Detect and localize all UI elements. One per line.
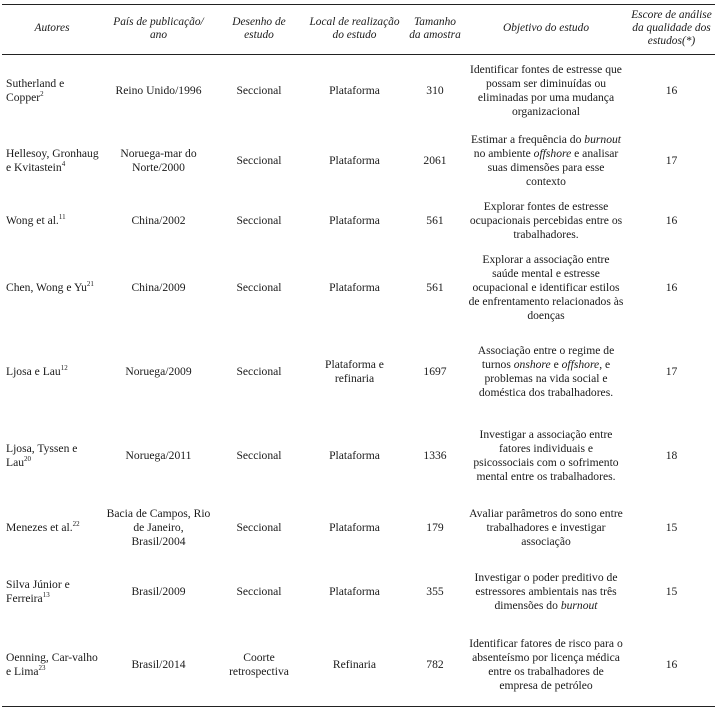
header-pais: País de publicação/ ano [102, 5, 215, 55]
table-row [2, 625, 715, 707]
studies-table [2, 4, 715, 707]
quality-score: 17 [665, 364, 678, 378]
header-tamanho: Tamanho da amostra [406, 5, 464, 55]
cell-pais-ano [102, 195, 215, 247]
cell-pais-ano [102, 559, 215, 625]
table-row [2, 55, 715, 127]
cell-objetivo [464, 559, 628, 625]
italic-term: burnout [560, 598, 598, 612]
cell-autores [2, 329, 102, 415]
objective-text: e analisar suas dimensões para esse contexto [487, 146, 619, 188]
quality-score: 18 [665, 448, 678, 462]
country-year: China/2009 [131, 280, 186, 294]
reference-number: 21 [86, 279, 94, 288]
cell-objetivo [464, 127, 628, 195]
cell-desenho [215, 247, 303, 329]
cell-escore [628, 247, 715, 329]
header-local: Local de realização do estudo [303, 5, 406, 55]
italic-term: onshore [513, 357, 551, 371]
study-location: Plataforma [329, 83, 380, 97]
cell-tamanho [406, 559, 464, 625]
cell-autores [2, 625, 102, 707]
cell-tamanho [406, 625, 464, 707]
quality-score: 15 [665, 520, 678, 534]
cell-pais-ano [102, 127, 215, 195]
cell-local [303, 497, 406, 559]
cell-local [303, 329, 406, 415]
quality-score: 16 [665, 658, 678, 672]
cell-objetivo [464, 247, 628, 329]
reference-number: 20 [24, 454, 32, 463]
country-year: Bacia de Campos, Rio de Janeiro, Brasil/2004 [106, 506, 211, 548]
objective-text: , e problemas na vida social e doméstica dos trabalhadores. [478, 357, 614, 399]
objective-text: Explorar fontes de estresse ocupacionais percebidas entre os trabalhadores. [469, 199, 623, 241]
cell-autores [2, 415, 102, 497]
header-objetivo: Objetivo do estudo [464, 5, 628, 55]
cell-objetivo [464, 329, 628, 415]
cell-objetivo [464, 195, 628, 247]
table-row [2, 247, 715, 329]
cell-escore [628, 127, 715, 195]
objective-text: Investigar o poder preditivo de estressores ambientais nas três dimensões do [474, 570, 618, 612]
author-name: Silva Júnior e Ferreira [6, 577, 70, 605]
cell-tamanho [406, 497, 464, 559]
cell-pais-ano [102, 415, 215, 497]
cell-pais-ano [102, 55, 215, 127]
cell-pais-ano [102, 247, 215, 329]
study-design: Seccional [236, 83, 282, 97]
cell-objetivo [464, 55, 628, 127]
cell-desenho [215, 625, 303, 707]
study-location: Plataforma [329, 520, 380, 534]
objective-text: e [550, 357, 562, 371]
cell-tamanho [406, 55, 464, 127]
objective-text: Identificar fontes de estresse que possam ser diminuídas ou eliminadas por uma mudança organizacional [470, 62, 622, 118]
table-row [2, 329, 715, 415]
cell-objetivo [464, 625, 628, 707]
country-year: Reino Unido/1996 [115, 83, 202, 97]
cell-objetivo [464, 415, 628, 497]
author-name: Hellesoy, Gronhaug e Kvitastein [6, 146, 99, 174]
cell-escore [628, 625, 715, 707]
cell-autores [2, 247, 102, 329]
cell-objetivo [464, 497, 628, 559]
author-name: Oenning, Car-valho e Lima [6, 651, 98, 679]
cell-tamanho [406, 127, 464, 195]
reference-number: 23 [38, 664, 46, 673]
objective-text: Explorar a associação entre saúde mental e estresse ocupacional e identificar estilos de enfrentamento relacionados às doenças [468, 252, 624, 322]
author-name: Ljosa e Lau [6, 364, 61, 378]
sample-size: 355 [426, 584, 444, 598]
cell-escore [628, 329, 715, 415]
cell-autores [2, 55, 102, 127]
country-year: China/2002 [131, 213, 186, 227]
sample-size: 1697 [423, 364, 447, 378]
reference-number: 22 [72, 519, 80, 528]
cell-pais-ano [102, 625, 215, 707]
italic-term: offshore [561, 357, 600, 371]
country-year: Noruega/2009 [125, 364, 192, 378]
quality-score: 15 [665, 584, 678, 598]
cell-local [303, 55, 406, 127]
study-design: Seccional [236, 280, 282, 294]
quality-score: 16 [665, 213, 678, 227]
table-row [2, 497, 715, 559]
table-row [2, 127, 715, 195]
cell-desenho [215, 195, 303, 247]
study-design: Seccional [236, 584, 282, 598]
header-escore: Escore de análise da qualidade dos estudos(*) [628, 5, 715, 55]
study-location: Plataforma [329, 448, 380, 462]
country-year: Brasil/2014 [131, 658, 186, 672]
table-row [2, 415, 715, 497]
quality-score: 17 [665, 153, 678, 167]
study-location: Plataforma [329, 213, 380, 227]
objective-text: Avaliar parâmetros do sono entre trabalhadores e investigar associação [469, 506, 623, 548]
reference-number: 12 [60, 363, 68, 372]
reference-number: 2 [40, 89, 44, 98]
study-design: Coorte retrospectiva [229, 651, 289, 679]
header-autores: Autores [2, 5, 102, 55]
cell-escore [628, 415, 715, 497]
cell-local [303, 559, 406, 625]
study-location: Refinaria [332, 658, 377, 672]
cell-escore [628, 195, 715, 247]
table-row [2, 559, 715, 625]
study-design: Seccional [236, 364, 282, 378]
cell-local [303, 247, 406, 329]
author-name: Ljosa, Tyssen e Lau [6, 441, 78, 469]
author-name: Wong et al. [6, 213, 59, 227]
header-desenho: Desenho de estudo [215, 5, 303, 55]
cell-desenho [215, 329, 303, 415]
cell-escore [628, 497, 715, 559]
italic-term: burnout [584, 132, 622, 146]
cell-desenho [215, 559, 303, 625]
cell-autores [2, 559, 102, 625]
cell-tamanho [406, 195, 464, 247]
cell-local [303, 625, 406, 707]
cell-escore [628, 55, 715, 127]
country-year: Noruega-mar do Norte/2000 [120, 146, 197, 174]
cell-desenho [215, 55, 303, 127]
cell-tamanho [406, 329, 464, 415]
study-design: Seccional [236, 213, 282, 227]
cell-tamanho [406, 247, 464, 329]
author-name: Sutherland e Copper [6, 76, 65, 104]
reference-number: 4 [61, 159, 66, 168]
study-location: Plataforma [329, 584, 380, 598]
quality-score: 16 [665, 280, 678, 294]
author-name: Chen, Wong e Yu [6, 280, 87, 294]
objective-text: no ambiente [473, 146, 534, 160]
table-row [2, 195, 715, 247]
country-year: Brasil/2009 [131, 584, 186, 598]
study-location: Plataforma e refinaria [325, 357, 384, 385]
cell-desenho [215, 497, 303, 559]
cell-local [303, 195, 406, 247]
study-design: Seccional [236, 153, 282, 167]
objective-text: Estimar a frequência do [470, 132, 585, 146]
study-location: Plataforma [329, 280, 380, 294]
cell-autores [2, 195, 102, 247]
cell-desenho [215, 127, 303, 195]
header-row [2, 5, 715, 55]
objective-text: Investigar a associação entre fatores individuais e psicossociais com o sofrimento mental entre os trabalhadores. [473, 427, 619, 483]
sample-size: 310 [426, 83, 444, 97]
sample-size: 2061 [423, 153, 447, 167]
sample-size: 179 [426, 520, 444, 534]
cell-local [303, 127, 406, 195]
sample-size: 561 [426, 213, 444, 227]
study-location: Plataforma [329, 153, 380, 167]
quality-score: 16 [665, 83, 678, 97]
sample-size: 561 [426, 280, 444, 294]
objective-text: Associação entre o regime de turnos [477, 343, 615, 371]
cell-pais-ano [102, 497, 215, 559]
country-year: Noruega/2011 [125, 448, 192, 462]
cell-escore [628, 559, 715, 625]
cell-autores [2, 497, 102, 559]
objective-text: Identificar fatores de risco para o absenteísmo por licença médica entre os trabalhadores de empresa de petróleo [469, 637, 623, 693]
italic-term: offshore [533, 146, 572, 160]
cell-autores [2, 127, 102, 195]
reference-number: 13 [42, 590, 50, 599]
cell-desenho [215, 415, 303, 497]
study-design: Seccional [236, 520, 282, 534]
sample-size: 1336 [423, 448, 447, 462]
study-design: Seccional [236, 448, 282, 462]
author-name: Menezes et al. [6, 520, 73, 534]
sample-size: 782 [426, 658, 444, 672]
cell-pais-ano [102, 329, 215, 415]
cell-local [303, 415, 406, 497]
cell-tamanho [406, 415, 464, 497]
reference-number: 11 [58, 212, 66, 221]
